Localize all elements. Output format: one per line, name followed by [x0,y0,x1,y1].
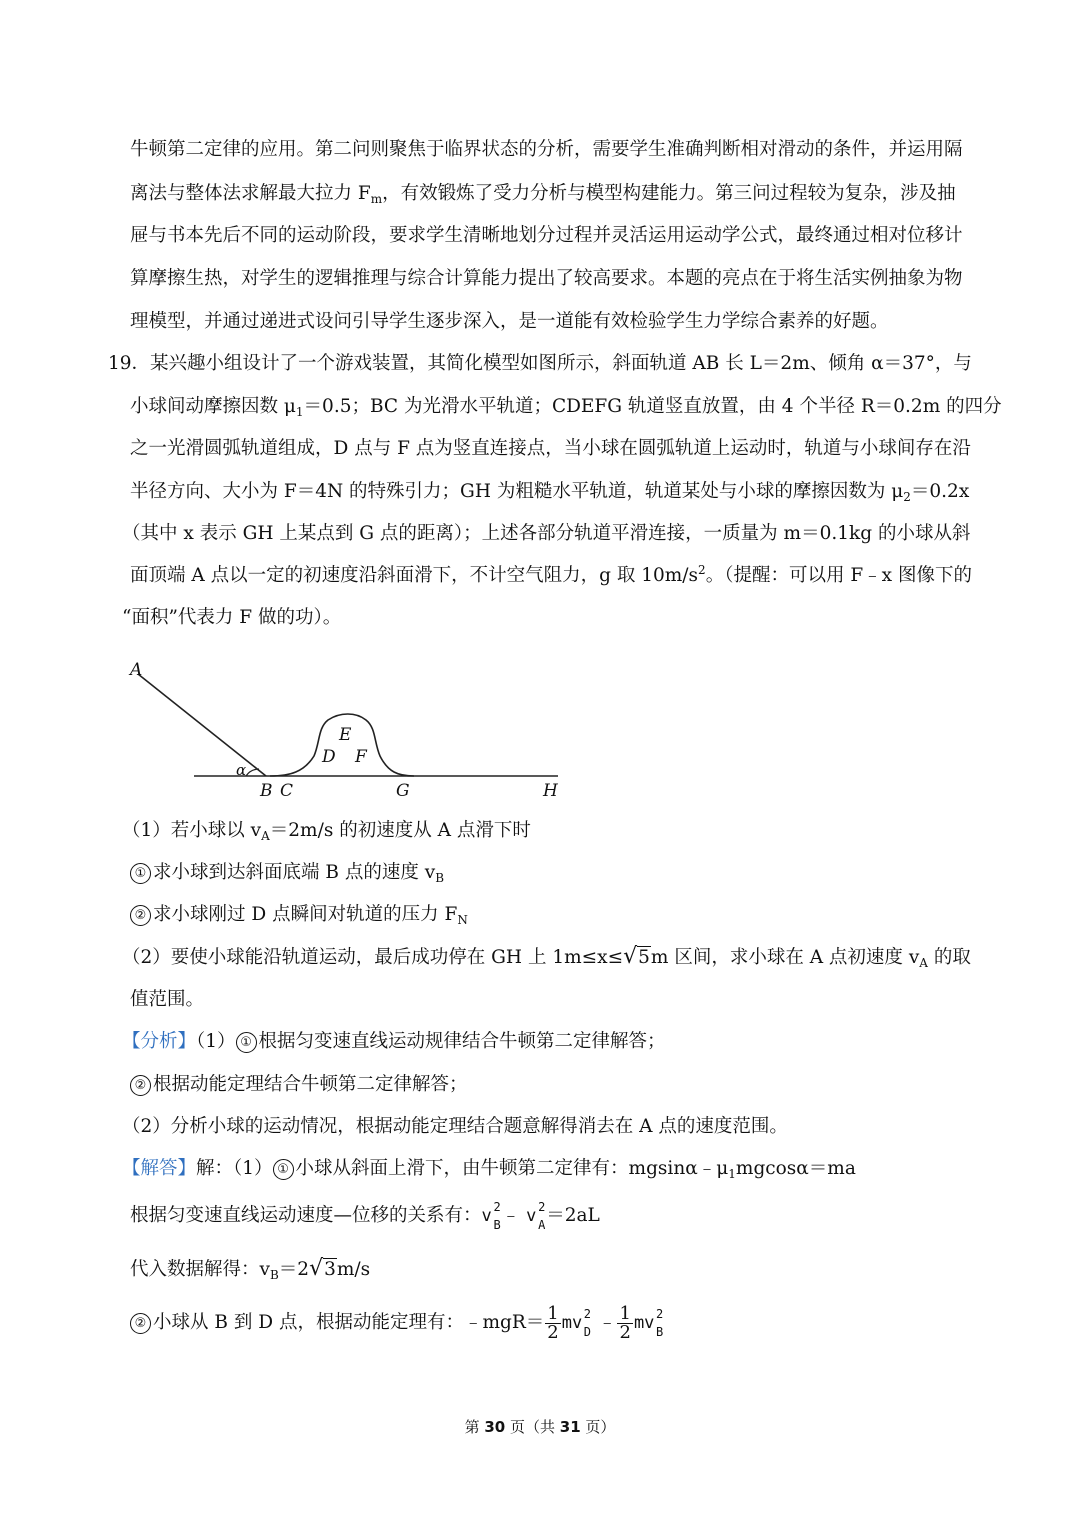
question-line: 之一光滑圆弧轨道组成，D 点与 F 点为竖直连接点，当小球在圆弧轨道上运动时，轨道与小球间存在沿 [130,438,971,459]
solution-line [130,1256,370,1283]
total-pages: 31 [559,1418,581,1436]
analysis-line [130,1072,468,1098]
velocity-term [561,1303,591,1343]
velocity-term [481,1200,501,1232]
subscript: D [583,1325,591,1339]
label-g: G [396,781,410,801]
text: 求小球到达斜面底端 B 点的速度 v [153,862,436,883]
sqrt: √3 [309,1256,336,1281]
text: （2）要使小球能沿轨道运动，最后成功停在 GH 上 1m≤x≤ [122,947,624,968]
label-a: A [130,660,143,680]
radicand: 3 [324,1259,336,1280]
text: 某兴趣小组设计了一个游戏装置，其简化模型如图所示，斜面轨道 AB 长 L＝2m、倾角 α＝37°，与 [150,353,972,374]
sqrt: √5 [623,944,650,969]
superscript: 2 [655,1307,664,1321]
label-h: H [543,781,558,801]
text: 解：（1） [196,1158,273,1179]
text: 的取 [927,947,971,968]
text: mgcosα＝ma [735,1158,856,1179]
superscript: 2 [583,1307,591,1321]
text: ﹣ [501,1205,521,1226]
radicand: 5 [638,947,650,968]
v: v [526,1206,537,1226]
denominator: 2 [547,1321,559,1343]
paragraph-line: 理模型，并通过递进式设问引导学生逐步深入，是一道能有效检验学生力学综合素养的好题。 [130,311,889,332]
velocity-term [526,1200,546,1232]
mv: mv [633,1313,655,1333]
subquestion-2 [122,944,971,971]
text: ＝0.5；BC 为光滑水平轨道；CDEFG 轨道竖直放置，由 4 个半径 R＝0.2m 的四分 [303,396,1002,417]
subscript: B [655,1325,664,1339]
track-diagram [128,652,568,802]
text: ＝2 [278,1259,310,1280]
text: m/s [336,1259,371,1280]
analysis-line [122,1029,666,1055]
subscript: m [370,192,383,206]
analysis-line: （2）分析小球的运动情况，根据动能定理结合题意解得消去在 A 点的速度范围。 [122,1116,788,1137]
circled-number: ② [130,1313,151,1334]
label-b: B [260,781,273,801]
text: 小球从斜面上滑下，由牛顿第二定律有：mgsinα﹣μ [295,1158,729,1179]
text: ＝0.2x [910,481,970,502]
solution-line [130,1200,600,1232]
text: 离法与整体法求解最大拉力 F [130,183,371,204]
text: 根据匀变速直线运动速度—位移的关系有： [130,1205,482,1226]
page-footer [0,1416,1080,1437]
superscript: 2 [698,563,706,577]
question-line [108,351,972,377]
numerator: 1 [619,1302,631,1324]
subscript: 2 [903,490,911,504]
subscript: A [538,1218,546,1232]
subquestion-1b [130,902,468,928]
question-line [130,479,969,505]
subscript: 1 [728,1167,736,1181]
subscript: A [919,956,928,970]
analysis-tag: 【分析】 [122,1031,197,1052]
subquestion-1 [122,818,531,844]
solution-line [122,1156,856,1182]
superscript: 2 [493,1200,501,1214]
question-line: （其中 x 表示 GH 上某点到 G 点的距离）；上述各部分轨道平滑连接，一质量为 m＝0.1kg 的小球从斜 [122,523,971,544]
velocity-term [633,1303,664,1343]
loop-track [270,714,414,776]
numerator: 1 [547,1302,559,1324]
text: ＝2aL [546,1205,600,1226]
paragraph-line [130,181,956,207]
circled-number: ② [130,905,151,926]
fraction [545,1302,560,1343]
text: 第 [464,1418,485,1436]
paragraph-line: 算摩擦生热，对学生的逻辑推理与综合计算能力提出了较高要求。本题的亮点在于将生活实例抽象为物 [130,268,963,289]
text: 根据匀变速直线运动规律结合牛顿第二定律解答； [258,1031,666,1052]
text: 根据动能定理结合牛顿第二定律解答； [153,1074,468,1095]
question-line [130,563,972,589]
subscript: N [457,913,468,927]
paragraph-line: 牛顿第二定律的应用。第二问则聚焦于临界状态的分析，需要学生准确判断相对滑动的条件，并运用隔 [130,139,963,160]
label-f: F [355,747,367,767]
text: 小球间动摩擦因数 μ [130,396,296,417]
text: 代入数据解得：v [130,1259,270,1280]
text: 页） [580,1418,616,1436]
superscript: 2 [538,1200,546,1214]
question-line: “面积”代表力 F 做的功）。 [122,607,342,628]
subscript: B [435,871,445,885]
question-number: 19． [108,353,151,374]
subscript: 1 [295,405,304,419]
subscript: A [261,829,270,843]
circled-number: ① [236,1032,257,1053]
text: 半径方向、大小为 F＝4N 的特殊引力；GH 为粗糙水平轨道，轨道某处与小球的摩擦因数为 μ [130,481,904,502]
label-d: D [322,747,336,767]
label-alpha: α [236,761,247,779]
denominator: 2 [619,1321,631,1343]
subscript: B [493,1218,501,1232]
subquestion-2-cont: 值范围。 [130,989,205,1010]
incline-line [138,674,266,776]
text: m 区间，求小球在 A 点初速度 v [650,947,920,968]
text: （1）若小球以 v [122,820,262,841]
solution-tag: 【解答】 [122,1158,197,1179]
text: 求小球刚过 D 点瞬间对轨道的压力 F [153,904,458,925]
subscript: B [269,1268,279,1282]
circled-number: ① [130,863,151,884]
text: ，有效锻炼了受力分析与模型构建能力。第三问过程较为复杂，涉及抽 [382,183,956,204]
mv: mv [561,1313,583,1333]
text: ＝2m/s 的初速度从 A 点滑下时 [269,820,531,841]
subquestion-1a [130,860,444,886]
text: 。（提醒：可以用 F﹣x 图像下的 [705,565,972,586]
v: v [481,1206,492,1226]
page-number: 30 [484,1418,506,1436]
circled-number: ① [273,1159,294,1180]
label-c: C [280,781,294,801]
text: 小球从 B 到 D 点，根据动能定理有：﹣mgR＝ [153,1312,545,1333]
text: 面顶端 A 点以一定的初速度沿斜面滑下，不计空气阻力，g 取 10m/s [130,565,699,586]
text: ﹣ [597,1312,617,1333]
circled-number: ② [130,1075,151,1096]
text: （1） [196,1031,236,1052]
text: 页（共 [505,1418,560,1436]
fraction [617,1302,632,1343]
paragraph-line: 屉与书本先后不同的运动阶段，要求学生清晰地划分过程并灵活运用运动学公式，最终通过相对位移计 [130,225,963,246]
angle-arc [246,769,259,776]
label-e: E [339,725,352,745]
question-line [130,394,1002,420]
solution-line [130,1302,664,1343]
